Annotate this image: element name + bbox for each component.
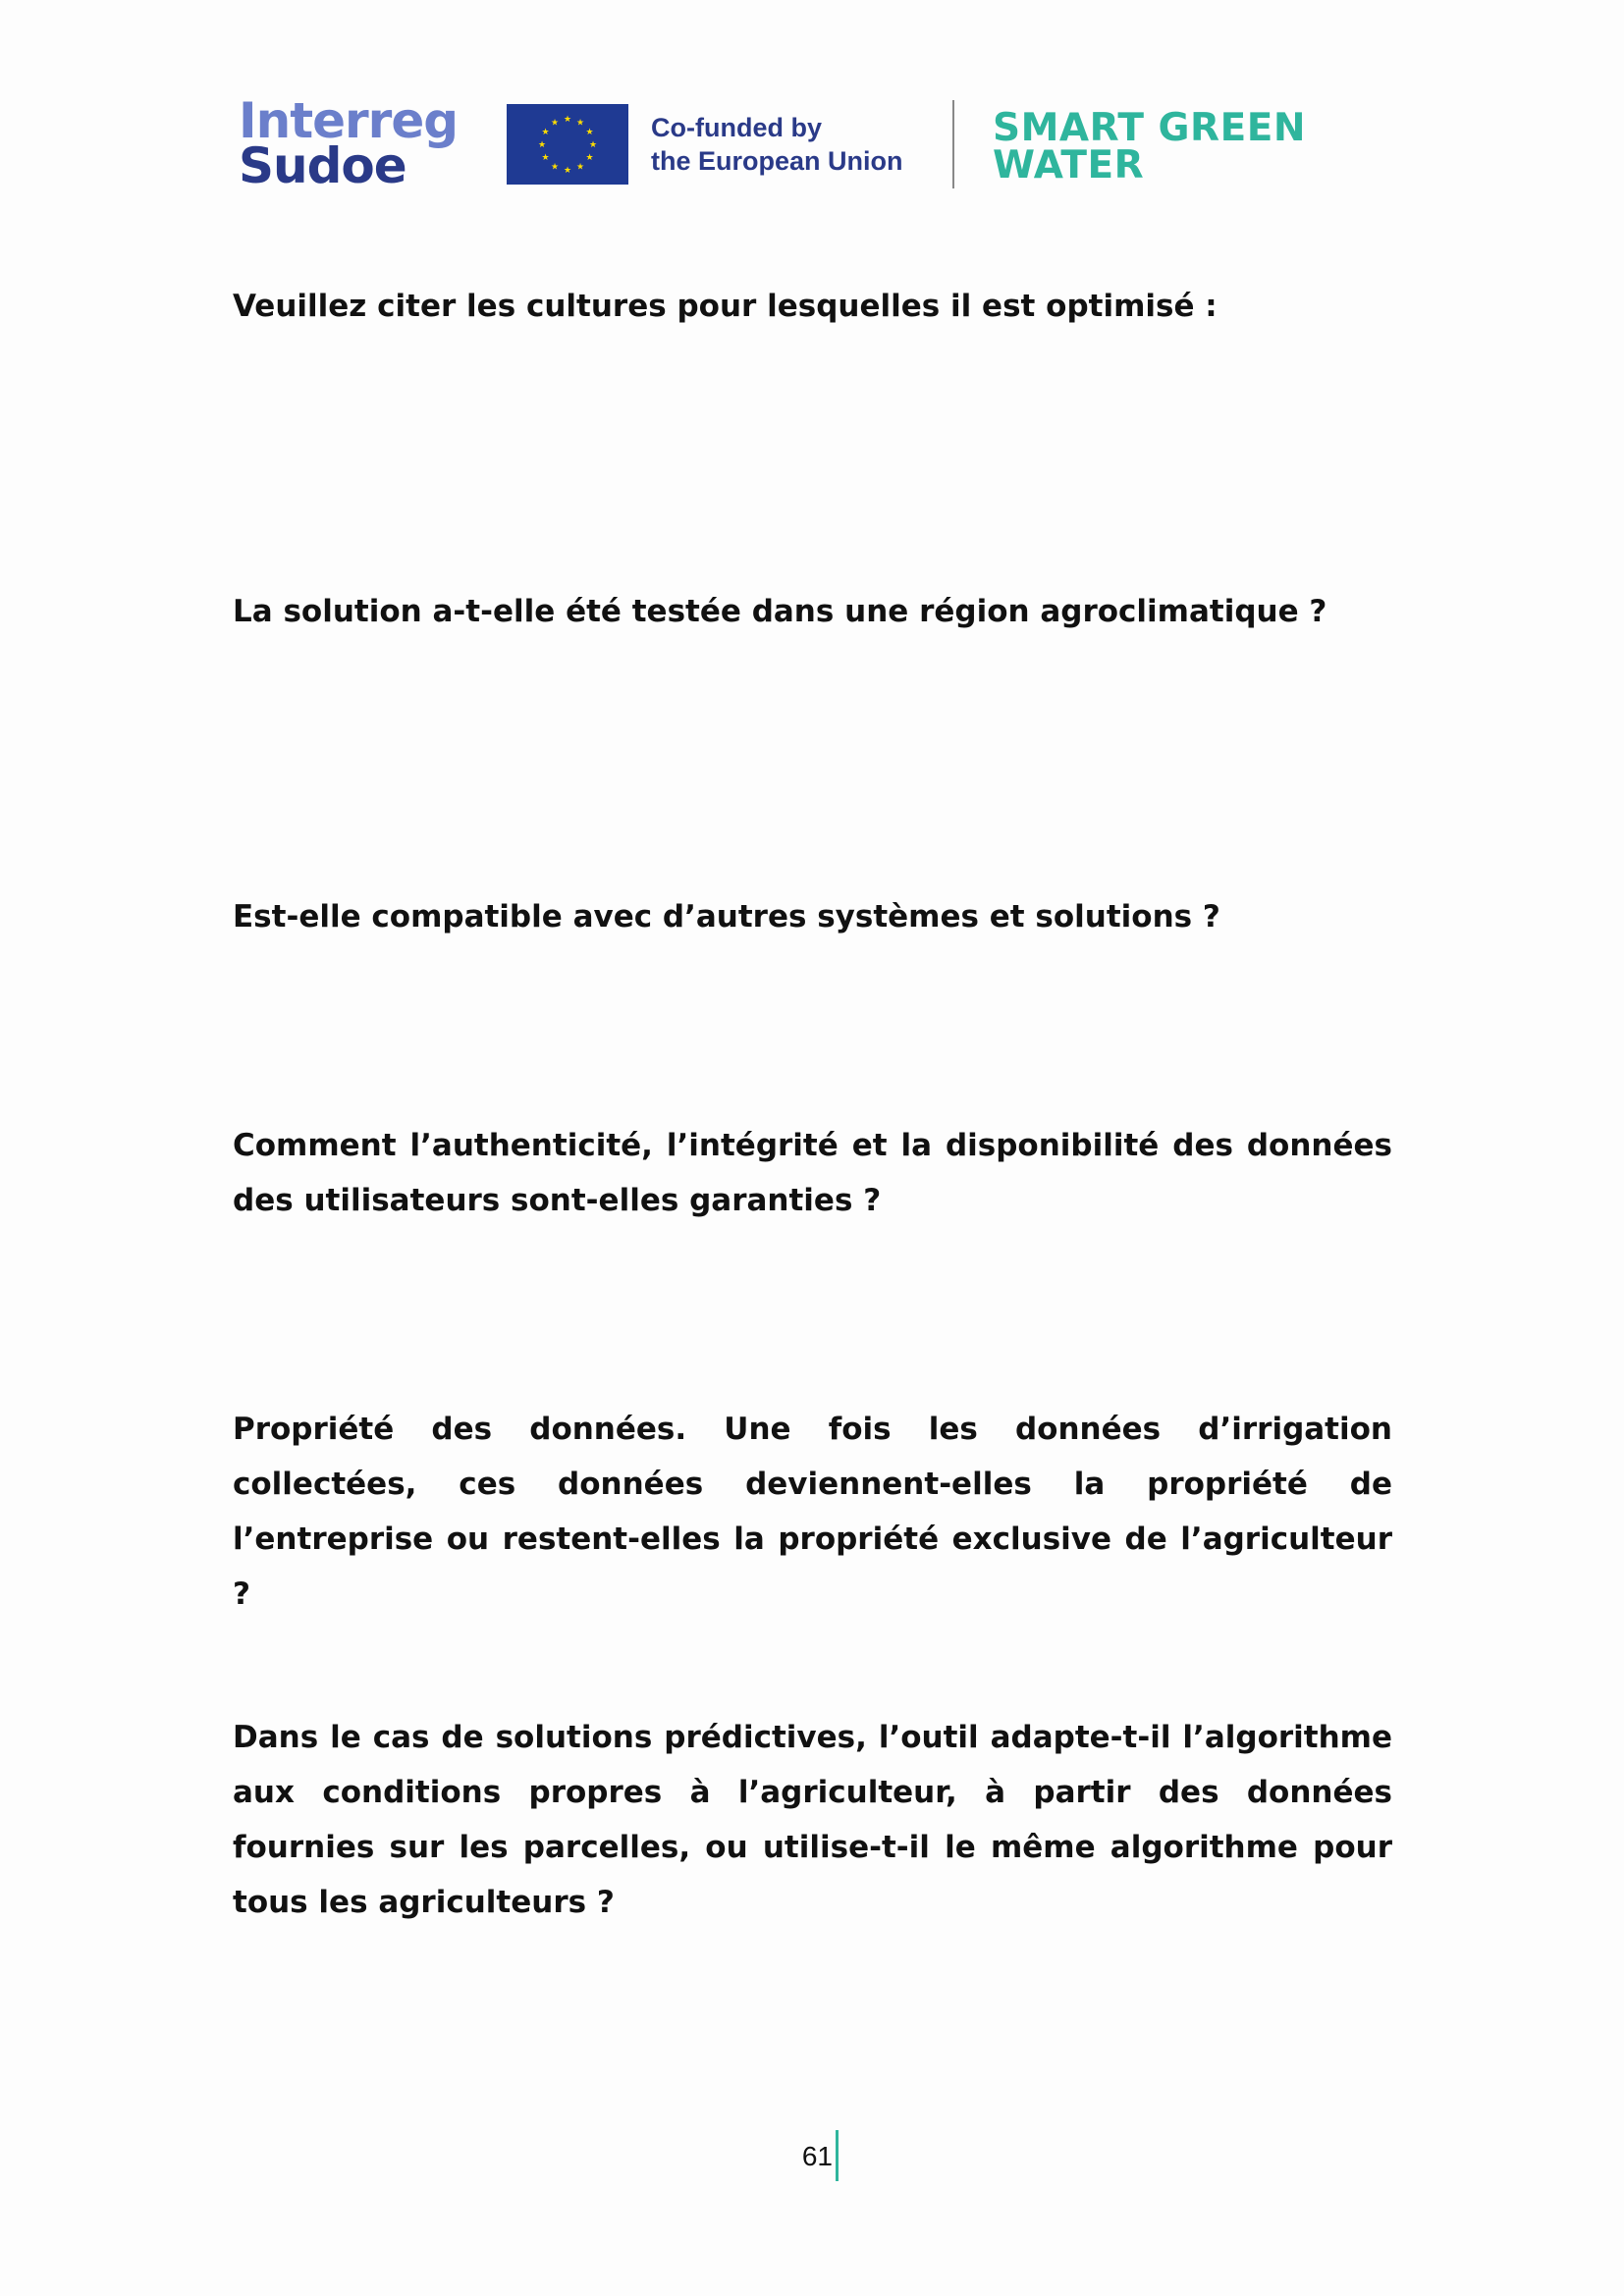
question-agroclimatic-test: La solution a-t-elle été testée dans une région agroclimatique ? [233,594,1327,629]
eu-star-icon: ★ [563,166,572,176]
eu-star-icon: ★ [541,153,550,163]
question-data-ownership: Propriété des données. Une fois les données d’irrigation collectées, ces données deviennent-elles la propriété de l’entreprise ou restent-elles la propriété exclusive de l’agriculteur ? [233,1412,1392,1612]
eu-star-icon: ★ [575,162,585,173]
eu-star-icon: ★ [537,140,547,150]
eu-star-icon: ★ [585,128,594,137]
interreg-logo-line1: Interreg [239,92,459,149]
interreg-logo-line2: Sudoe [239,137,406,194]
question-compatibility: Est-elle compatible avec d’autres systèmes et solutions ? [233,899,1220,934]
eu-star-icon: ★ [541,128,550,137]
header-divider [952,100,954,188]
eu-star-icon: ★ [550,162,560,173]
smart-green-water-logo [993,106,1317,187]
cofunded-line1: Co-funded by [651,113,822,142]
question-crops: Veuillez citer les cultures pour lesquelles il est optimisé : [233,289,1218,324]
cofunded-line2: the European Union [651,146,903,176]
eu-star-icon: ★ [575,118,585,129]
page-number-bar [836,2130,839,2181]
eu-star-icon: ★ [550,118,560,129]
cofunded-label [651,111,936,178]
eu-star-icon: ★ [563,115,572,125]
interreg-sudoe-logo [239,92,474,194]
eu-star-icon: ★ [588,140,598,150]
eu-star-icon: ★ [585,153,594,163]
question-predictive-algorithm: Dans le cas de solutions prédictives, l’outil adapte-t-il l’algorithme aux conditions propres à l’agriculteur, à partir des données fournies sur les parcelles, ou utilise-t-il le même algorithme pour tous les agriculteurs ? [233,1720,1392,1920]
project-name-line2: WATER [993,143,1145,187]
project-name-line1: SMART GREEN [993,106,1307,150]
page-number: 61 [801,2141,833,2171]
question-data-integrity: Comment l’authenticité, l’intégrité et la disponibilité des données des utilisateurs sont-elles garanties ? [233,1128,1392,1218]
eu-flag-icon [507,104,628,185]
page-header [0,0,1624,216]
